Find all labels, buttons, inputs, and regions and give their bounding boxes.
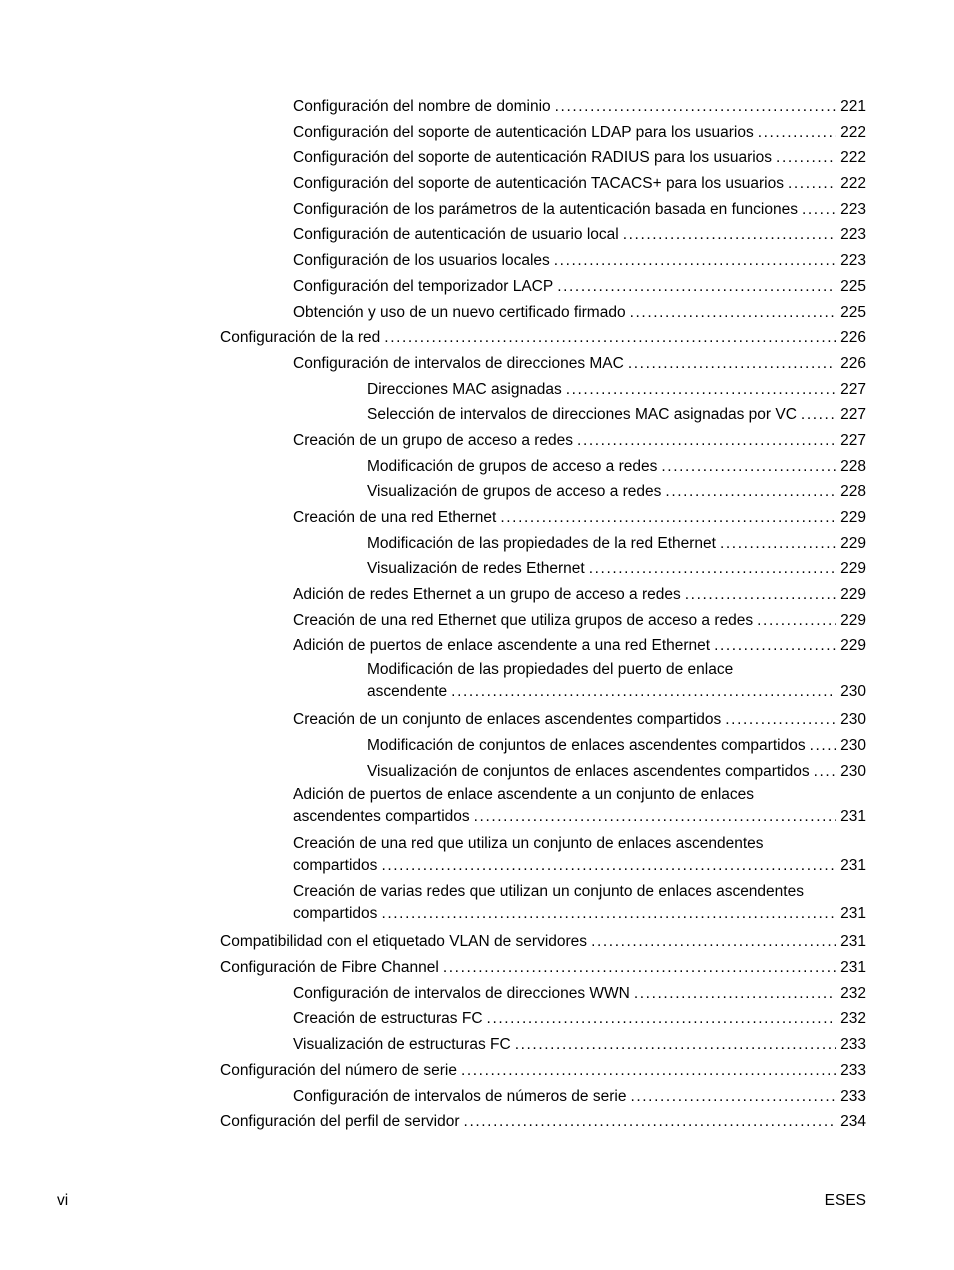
toc-entry[interactable] xyxy=(0,1032,954,1058)
dot-leader xyxy=(630,1084,836,1110)
toc-page-number[interactable]: 229 xyxy=(840,509,866,526)
toc-entry-title[interactable]: Configuración del soporte de autenticación TACACS+ para los usuarios xyxy=(293,175,784,193)
toc-entry-title[interactable]: Configuración del temporizador LACP xyxy=(293,277,554,295)
toc-line xyxy=(0,120,954,146)
toc-line xyxy=(0,903,954,929)
toc-entry-title[interactable]: Configuración del nombre de dominio xyxy=(293,98,551,115)
toc-line xyxy=(0,402,954,428)
dot-leader xyxy=(589,556,836,582)
dot-leader xyxy=(555,94,836,120)
toc-line xyxy=(0,171,954,197)
toc-page-number[interactable]: 231 xyxy=(840,959,866,977)
dot-leader xyxy=(810,733,837,759)
dot-leader xyxy=(557,274,836,300)
toc-entry[interactable] xyxy=(0,300,954,326)
toc-page-number[interactable]: 233 xyxy=(840,1087,866,1105)
toc-entry-title[interactable]: Selección de intervalos de direcciones MAC asignadas por VC xyxy=(367,406,797,424)
toc-entry-title[interactable]: Compatibilidad con el etiquetado VLAN de servidores xyxy=(220,933,588,951)
toc-line xyxy=(0,1006,954,1032)
toc-line xyxy=(0,806,954,832)
toc-entry-title[interactable]: Visualización de redes Ethernet xyxy=(367,560,585,578)
toc-page-number[interactable]: 232 xyxy=(840,1010,866,1028)
toc-page-number[interactable]: 231 xyxy=(840,905,866,923)
toc-entry[interactable] xyxy=(0,402,954,428)
toc-entry[interactable] xyxy=(0,608,954,634)
toc-entry-title[interactable]: Configuración de Fibre Channel xyxy=(220,959,439,977)
toc-entry-title[interactable]: Modificación de las propiedades del puerto de enlace xyxy=(367,661,734,679)
toc-line xyxy=(0,325,954,351)
toc-entry-title[interactable]: Modificación de conjuntos de enlaces ascendentes compartidos xyxy=(367,737,806,755)
toc-entry-title[interactable]: Configuración del perfil de servidor xyxy=(220,1113,460,1131)
toc-entry[interactable] xyxy=(0,1006,954,1032)
toc-line xyxy=(0,454,954,480)
toc-entry-title[interactable]: compartidos xyxy=(293,856,378,874)
toc-entry-title[interactable]: Creación de varias redes que utilizan un conjunto de enlaces ascendentes xyxy=(293,883,804,901)
dot-leader xyxy=(554,248,836,274)
toc-line xyxy=(0,94,954,120)
toc-page-number[interactable]: 223 xyxy=(840,200,866,218)
toc-entry[interactable] xyxy=(0,505,954,531)
toc-entry[interactable] xyxy=(0,325,954,351)
toc-entry[interactable] xyxy=(0,881,954,929)
toc-line xyxy=(0,582,954,608)
toc-entry[interactable] xyxy=(0,120,954,146)
toc-entry[interactable] xyxy=(0,707,954,733)
dot-leader xyxy=(591,929,836,955)
toc-line xyxy=(0,505,954,531)
toc-entry[interactable] xyxy=(0,274,954,300)
toc-line xyxy=(0,981,954,1007)
dot-leader xyxy=(381,903,836,925)
table-of-contents xyxy=(0,94,954,1135)
toc-entry[interactable] xyxy=(0,582,954,608)
toc-line xyxy=(0,222,954,248)
dot-leader xyxy=(802,197,836,223)
dot-leader xyxy=(725,707,836,733)
toc-line xyxy=(0,659,954,681)
toc-line xyxy=(0,428,954,454)
toc-page-number[interactable]: 231 xyxy=(840,933,866,951)
dot-leader xyxy=(628,351,836,377)
toc-line xyxy=(0,1109,954,1135)
toc-entry-title[interactable]: Configuración de intervalos de números de serie xyxy=(293,1087,627,1105)
toc-entry[interactable] xyxy=(0,659,954,707)
dot-leader xyxy=(461,1058,836,1084)
toc-entry[interactable] xyxy=(0,556,954,582)
dot-leader xyxy=(630,300,837,326)
toc-page-number[interactable]: 233 xyxy=(840,1061,866,1079)
toc-entry[interactable] xyxy=(0,171,954,197)
toc-entry-title[interactable]: Creación de una red Ethernet xyxy=(293,509,497,526)
toc-page-number[interactable]: 222 xyxy=(840,123,866,141)
dot-leader xyxy=(384,325,836,351)
toc-entry[interactable] xyxy=(0,428,954,454)
toc-entry[interactable] xyxy=(0,248,954,274)
toc-entry[interactable] xyxy=(0,733,954,759)
dot-leader xyxy=(451,681,836,703)
toc-page-number[interactable]: 227 xyxy=(840,406,866,424)
dot-leader xyxy=(685,582,836,608)
dot-leader xyxy=(661,454,836,480)
toc-line xyxy=(0,300,954,326)
toc-page-number[interactable]: 230 xyxy=(840,762,866,780)
toc-page-number[interactable]: 227 xyxy=(840,431,866,449)
toc-entry-title[interactable]: Creación de una red Ethernet que utiliza grupos de acceso a redes xyxy=(293,611,754,629)
toc-line xyxy=(0,377,954,403)
toc-line xyxy=(0,556,954,582)
dot-leader xyxy=(665,479,836,505)
page-number: vi xyxy=(57,1192,69,1209)
dot-leader xyxy=(720,531,836,557)
toc-page-number[interactable]: 226 xyxy=(840,354,866,372)
toc-entry-title[interactable]: Creación de un conjunto de enlaces ascendentes compartidos xyxy=(293,711,722,729)
toc-page-number[interactable]: 225 xyxy=(840,277,866,295)
toc-line xyxy=(0,784,954,806)
toc-entry[interactable] xyxy=(0,222,954,248)
toc-entry-title[interactable]: Configuración de los usuarios locales xyxy=(293,252,550,270)
toc-page-number[interactable]: 231 xyxy=(840,808,866,826)
toc-page-number[interactable]: 225 xyxy=(840,303,866,321)
dot-leader xyxy=(443,955,836,981)
toc-entry-title[interactable]: Configuración del soporte de autenticación RADIUS para los usuarios xyxy=(293,149,773,167)
toc-page-number[interactable]: 229 xyxy=(840,534,866,552)
toc-line xyxy=(0,955,954,981)
dot-leader xyxy=(801,402,836,428)
toc-entry[interactable] xyxy=(0,531,954,557)
toc-line xyxy=(0,479,954,505)
toc-entry[interactable] xyxy=(0,759,954,785)
dot-leader xyxy=(381,855,836,877)
dot-leader xyxy=(623,222,836,248)
toc-entry[interactable] xyxy=(0,929,954,955)
toc-entry-title[interactable]: Modificación de grupos de acceso a redes xyxy=(367,457,658,475)
dot-leader xyxy=(714,633,836,659)
toc-page-number[interactable]: 228 xyxy=(840,457,866,475)
dot-leader xyxy=(788,171,836,197)
dot-leader xyxy=(757,608,836,634)
toc-entry[interactable] xyxy=(0,479,954,505)
toc-line xyxy=(0,351,954,377)
toc-entry[interactable] xyxy=(0,94,954,120)
toc-line xyxy=(0,145,954,171)
toc-entry-title[interactable]: Adición de puertos de enlace ascendente a un conjunto de enlaces xyxy=(293,786,755,804)
toc-page-number[interactable]: 228 xyxy=(840,483,866,501)
toc-entry[interactable] xyxy=(0,1109,954,1135)
toc-entry-title[interactable]: ascendente xyxy=(367,683,448,701)
toc-page-number[interactable]: 227 xyxy=(840,380,866,398)
toc-page-number[interactable]: 231 xyxy=(840,856,866,874)
dot-leader xyxy=(515,1032,836,1058)
toc-line xyxy=(0,759,954,785)
toc-line xyxy=(0,707,954,733)
toc-page-number[interactable]: 229 xyxy=(840,611,866,629)
toc-line xyxy=(0,855,954,881)
toc-line xyxy=(0,833,954,855)
toc-entry-title[interactable]: compartidos xyxy=(293,905,378,923)
dot-leader xyxy=(464,1109,837,1135)
toc-entry[interactable] xyxy=(0,833,954,881)
toc-entry-title[interactable]: Direcciones MAC asignadas xyxy=(367,380,562,398)
toc-line xyxy=(0,1058,954,1084)
toc-entry[interactable] xyxy=(0,1058,954,1084)
toc-line xyxy=(0,531,954,557)
toc-entry-title[interactable]: Adición de redes Ethernet a un grupo de acceso a redes xyxy=(293,586,681,604)
toc-page-number[interactable]: 223 xyxy=(840,226,866,244)
toc-entry-title[interactable]: Configuración de la red xyxy=(220,329,381,347)
toc-entry[interactable] xyxy=(0,955,954,981)
toc-entry-title[interactable]: Configuración de intervalos de direcciones WWN xyxy=(293,984,630,1002)
toc-entry-title[interactable]: Configuración del número de serie xyxy=(220,1061,457,1079)
toc-line xyxy=(0,248,954,274)
toc-entry-title[interactable]: Configuración del soporte de autenticación LDAP para los usuarios xyxy=(293,123,754,141)
toc-entry-title[interactable]: Creación de estructuras FC xyxy=(293,1010,483,1028)
toc-entry-title[interactable]: Configuración de los parámetros de la autenticación basada en funciones xyxy=(293,200,798,218)
toc-line xyxy=(0,197,954,223)
toc-entry[interactable] xyxy=(0,377,954,403)
toc-page-number[interactable]: 222 xyxy=(840,175,866,193)
toc-entry-title[interactable]: Modificación de las propiedades de la red Ethernet xyxy=(367,534,716,552)
toc-entry[interactable] xyxy=(0,351,954,377)
toc-line xyxy=(0,733,954,759)
toc-entry[interactable] xyxy=(0,981,954,1007)
toc-entry-title[interactable]: ascendentes compartidos xyxy=(293,808,470,826)
dot-leader xyxy=(577,428,836,454)
toc-entry[interactable] xyxy=(0,633,954,659)
toc-page-number[interactable]: 229 xyxy=(840,586,866,604)
toc-page-number[interactable]: 233 xyxy=(840,1036,866,1054)
toc-entry[interactable] xyxy=(0,454,954,480)
toc-entry[interactable] xyxy=(0,197,954,223)
toc-page-number[interactable]: 230 xyxy=(840,711,866,729)
dot-leader xyxy=(474,806,836,828)
toc-line xyxy=(0,608,954,634)
toc-page-number[interactable]: 230 xyxy=(840,737,866,755)
toc-entry-title[interactable]: Creación de una red que utiliza un conjunto de enlaces ascendentes xyxy=(293,834,764,852)
toc-page-number[interactable]: 229 xyxy=(840,560,866,578)
toc-entry-title[interactable]: Configuración de intervalos de direcciones MAC xyxy=(293,354,624,372)
document-language-code: ESES xyxy=(824,1192,866,1209)
toc-entry-title[interactable]: Visualización de grupos de acceso a redes xyxy=(367,483,662,501)
dot-leader xyxy=(634,981,836,1007)
toc-entry[interactable] xyxy=(0,145,954,171)
toc-page-number[interactable]: 226 xyxy=(840,329,866,347)
toc-line xyxy=(0,633,954,659)
dot-leader xyxy=(776,145,836,171)
toc-entry-title[interactable]: Visualización de estructuras FC xyxy=(293,1036,511,1054)
toc-entry[interactable] xyxy=(0,784,954,832)
toc-line xyxy=(0,681,954,707)
toc-line xyxy=(0,929,954,955)
toc-line xyxy=(0,881,954,903)
toc-line xyxy=(0,1084,954,1110)
toc-page-number[interactable]: 229 xyxy=(840,637,866,655)
dot-leader xyxy=(566,377,836,403)
toc-page-number[interactable]: 234 xyxy=(840,1113,866,1131)
toc-entry-title[interactable]: Obtención y uso de un nuevo certificado firmado xyxy=(293,303,626,321)
dot-leader xyxy=(758,120,836,146)
toc-page-number[interactable]: 222 xyxy=(840,149,866,167)
toc-entry-title[interactable]: Configuración de autenticación de usuario local xyxy=(293,226,619,244)
toc-line xyxy=(0,1032,954,1058)
toc-page-number[interactable]: 232 xyxy=(840,984,866,1002)
toc-page-number[interactable]: 221 xyxy=(840,98,866,115)
toc-entry-title[interactable]: Visualización de conjuntos de enlaces ascendentes compartidos xyxy=(367,762,810,780)
toc-entry-title[interactable]: Creación de un grupo de acceso a redes xyxy=(293,431,574,449)
dot-leader xyxy=(500,505,836,531)
toc-page-number[interactable]: 223 xyxy=(840,252,866,270)
toc-page-number[interactable]: 230 xyxy=(840,683,866,701)
toc-entry-title[interactable]: Adición de puertos de enlace ascendente a una red Ethernet xyxy=(293,637,711,655)
toc-entry[interactable] xyxy=(0,1084,954,1110)
toc-line xyxy=(0,274,954,300)
dot-leader xyxy=(487,1006,837,1032)
dot-leader xyxy=(814,759,837,785)
